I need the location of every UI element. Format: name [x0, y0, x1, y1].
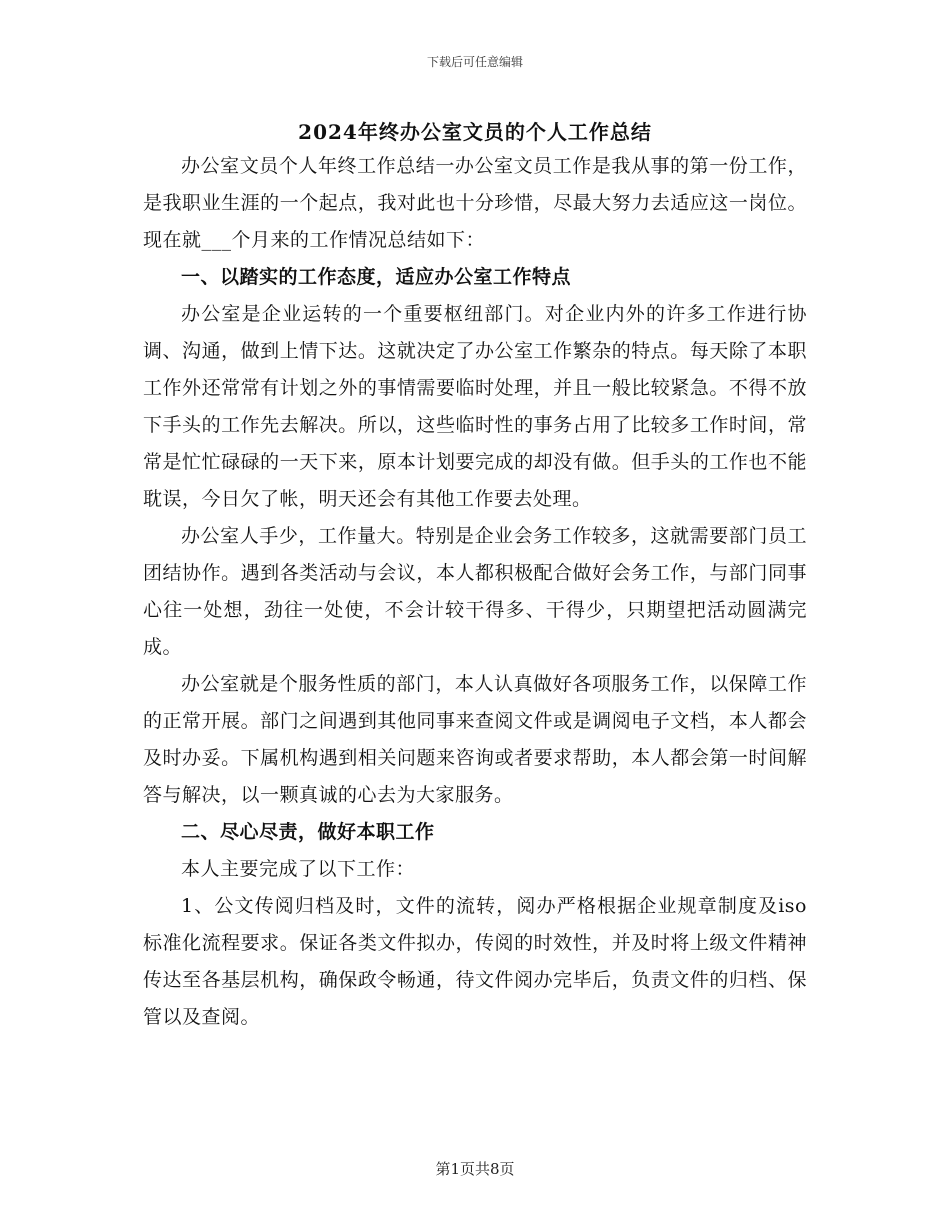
body-paragraph: 办公室人手少，工作量大。特别是企业会务工作较多，这就需要部门员工团结协作。遇到各类活动与会议，本人都积极配合做好会务工作，与部门同事心往一处想，劲往一处使，不会计较干得多、干得少，只期望把活动圆满完成。: [143, 525, 807, 658]
page-number-footer: 第1页共8页: [435, 1160, 515, 1178]
body-paragraph: 办公室是企业运转的一个重要枢纽部门。对企业内外的许多工作进行协调、沟通，做到上情下达。这就决定了办公室工作繁杂的特点。每天除了本职工作外还常常有计划之外的事情需要临时处理，并且一般比较紧急。不得不放下手头的工作先去解决。所以，这些临时性的事务占用了比较多工作时间，常常是忙忙碌碌的一天下来，原本计划要完成的却没有做。但手头的工作也不能耽误，今日欠了帐，明天还会有其他工作要去处理。: [143, 303, 807, 510]
body-paragraph: 本人主要完成了以下工作：: [181, 858, 416, 880]
body-paragraph: 1、公文传阅归档及时，文件的流转，阅办严格根据企业规章制度及iso标准化流程要求。保证各类文件拟办，传阅的时效性，并及时将上级文件精神传达至各基层机构，确保政令畅通，待文件阅办完毕后，负责文件的归档、保管以及查阅。: [143, 895, 807, 1028]
document-body: [143, 148, 807, 1036]
intro-paragraph: 办公室文员个人年终工作总结一办公室文员工作是我从事的第一份工作，是我职业生涯的一个起点，我对此也十分珍惜，尽最大努力去适应这一岗位。现在就___个月来的工作情况总结如下：: [143, 155, 807, 251]
section-heading-2: 二、尽心尽责，做好本职工作: [181, 821, 435, 843]
body-paragraph: 办公室就是个服务性质的部门，本人认真做好各项服务工作，以保障工作的正常开展。部门之间遇到其他同事来查阅文件或是调阅电子文档，本人都会及时办妥。下属机构遇到相关问题来咨询或者要求帮助，本人都会第一时间解答与解决，以一颗真诚的心去为大家服务。: [143, 673, 807, 806]
document-title: 2024年终办公室文员的个人工作总结: [298, 120, 652, 144]
page-header-note: 下载后可任意编辑: [426, 55, 523, 69]
section-heading-1: 一、以踏实的工作态度，适应办公室工作特点: [181, 266, 572, 288]
